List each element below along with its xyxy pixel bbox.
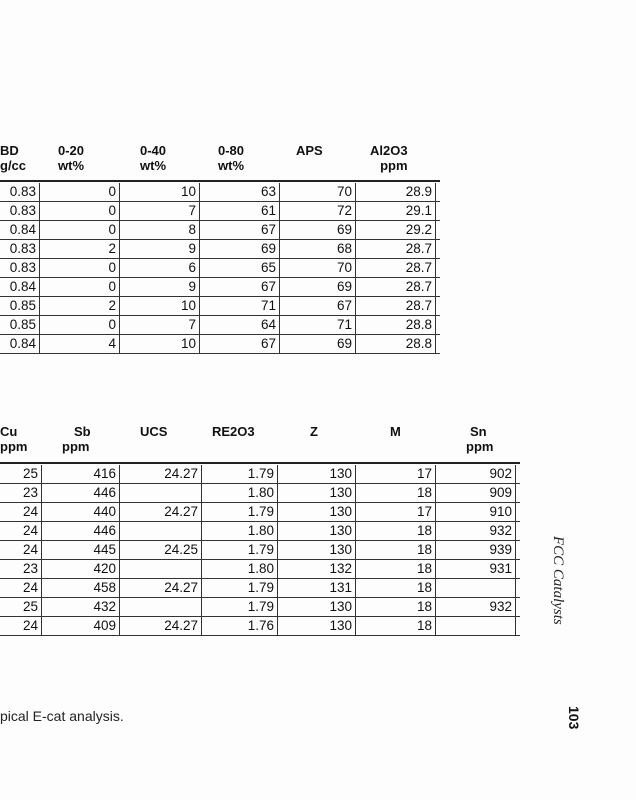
bottom-table-header bbox=[0, 424, 520, 460]
table-cell: 1.80 bbox=[202, 484, 278, 502]
header-z bbox=[310, 424, 318, 439]
table-row bbox=[0, 484, 520, 503]
header-line1: Sb bbox=[74, 424, 91, 439]
table-cell: 24 bbox=[0, 522, 42, 540]
header-0-20 bbox=[58, 143, 84, 173]
table-row bbox=[0, 335, 440, 354]
table-cell: 28.7 bbox=[356, 259, 436, 277]
table-cell: 0.84 bbox=[0, 221, 40, 239]
table-cell: 0 bbox=[40, 183, 120, 201]
table-cell: 24.27 bbox=[120, 579, 202, 597]
table-row bbox=[0, 316, 440, 335]
table-cell: 4 bbox=[40, 335, 120, 353]
table-cell: 18 bbox=[356, 617, 436, 635]
header-line2: ppm bbox=[466, 439, 494, 454]
table-row bbox=[0, 522, 520, 541]
top-table-header bbox=[0, 143, 440, 179]
table-cell: 0.85 bbox=[0, 297, 40, 315]
table-cell bbox=[120, 560, 202, 578]
header-line2: g/cc bbox=[0, 158, 27, 173]
table-cell: 0 bbox=[40, 202, 120, 220]
table-cell: 28.8 bbox=[356, 316, 436, 334]
table-cell: 67 bbox=[200, 221, 280, 239]
top-table-body bbox=[0, 183, 440, 354]
header-aps bbox=[296, 143, 323, 158]
table-cell bbox=[120, 598, 202, 616]
table-cell: 0 bbox=[40, 316, 120, 334]
header-line1: UCS bbox=[140, 424, 168, 439]
table-cell: 130 bbox=[278, 598, 356, 616]
header-cu bbox=[0, 424, 27, 454]
table-cell: 2 bbox=[40, 240, 120, 258]
table-cell: 132 bbox=[278, 560, 356, 578]
table-cell: 68 bbox=[280, 240, 356, 258]
table-cell: 24.27 bbox=[120, 503, 202, 521]
table-cell: 931 bbox=[436, 560, 516, 578]
header-line2: ppm bbox=[62, 439, 90, 454]
table-cell: 17 bbox=[356, 465, 436, 483]
table-cell: 28.9 bbox=[356, 183, 436, 201]
table-cell: 1.79 bbox=[202, 579, 278, 597]
table-row bbox=[0, 183, 440, 202]
header-line1: Cu bbox=[0, 424, 18, 439]
table-cell: 910 bbox=[436, 503, 516, 521]
table-cell: 0.85 bbox=[0, 316, 40, 334]
header-0-40 bbox=[140, 143, 166, 173]
table-cell: 70 bbox=[280, 259, 356, 277]
table-cell: 70 bbox=[280, 183, 356, 201]
table-cell: 61 bbox=[200, 202, 280, 220]
table-cell: 23 bbox=[0, 560, 42, 578]
table-cell: 10 bbox=[120, 183, 200, 201]
table-cell: 24 bbox=[0, 579, 42, 597]
table-cell: 7 bbox=[120, 202, 200, 220]
header-0-80 bbox=[218, 143, 244, 173]
table-row bbox=[0, 202, 440, 221]
table-cell: 29.1 bbox=[356, 202, 436, 220]
header-line2: wt% bbox=[58, 158, 84, 173]
table-cell: 28.7 bbox=[356, 297, 436, 315]
table-cell: 18 bbox=[356, 541, 436, 559]
table-cell: 7 bbox=[120, 316, 200, 334]
table-cell: 18 bbox=[356, 560, 436, 578]
table-cell: 24.27 bbox=[120, 465, 202, 483]
table-cell: 72 bbox=[280, 202, 356, 220]
header-line1: 0-80 bbox=[218, 143, 245, 158]
table-row bbox=[0, 560, 520, 579]
header-line2: wt% bbox=[140, 158, 166, 173]
table-cell: 69 bbox=[280, 221, 356, 239]
table-row bbox=[0, 598, 520, 617]
table-row bbox=[0, 465, 520, 484]
table-cell: 1.80 bbox=[202, 560, 278, 578]
table-cell: 1.76 bbox=[202, 617, 278, 635]
table-row bbox=[0, 278, 440, 297]
table-row bbox=[0, 297, 440, 316]
table-cell: 69 bbox=[280, 278, 356, 296]
table-cell: 446 bbox=[42, 484, 120, 502]
table-cell: 24 bbox=[0, 541, 42, 559]
table-cell: 0.83 bbox=[0, 183, 40, 201]
bottom-table-header-rule bbox=[0, 462, 520, 464]
table-cell: 130 bbox=[278, 484, 356, 502]
header-line1: BD bbox=[0, 143, 19, 158]
table-cell: 932 bbox=[436, 522, 516, 540]
table-cell: 18 bbox=[356, 484, 436, 502]
table-cell: 67 bbox=[200, 335, 280, 353]
table-cell: 0 bbox=[40, 278, 120, 296]
header-line2: wt% bbox=[218, 158, 244, 173]
header-line1: 0-40 bbox=[140, 143, 167, 158]
header-m bbox=[390, 424, 401, 439]
table-cell: 458 bbox=[42, 579, 120, 597]
table-cell: 1.79 bbox=[202, 541, 278, 559]
table-cell: 0.83 bbox=[0, 259, 40, 277]
table-cell: 71 bbox=[280, 316, 356, 334]
table-cell: 17 bbox=[356, 503, 436, 521]
table-cell: 10 bbox=[120, 335, 200, 353]
table-cell: 409 bbox=[42, 617, 120, 635]
running-head: FCC Catalysts bbox=[550, 536, 566, 625]
table-cell: 2 bbox=[40, 297, 120, 315]
table-cell: 130 bbox=[278, 617, 356, 635]
table-cell: 1.79 bbox=[202, 465, 278, 483]
table-cell: 130 bbox=[278, 465, 356, 483]
table-cell: 25 bbox=[0, 465, 42, 483]
table-cell: 909 bbox=[436, 484, 516, 502]
table-cell: 1.80 bbox=[202, 522, 278, 540]
header-line1: APS bbox=[296, 143, 323, 158]
table-cell: 24 bbox=[0, 503, 42, 521]
header-line1: Al2O3 bbox=[370, 143, 408, 158]
header-line1: M bbox=[390, 424, 401, 439]
header-line2: ppm bbox=[0, 439, 28, 454]
table-cell: 130 bbox=[278, 522, 356, 540]
table-cell: 420 bbox=[42, 560, 120, 578]
table-row bbox=[0, 240, 440, 259]
table-cell: 440 bbox=[42, 503, 120, 521]
table-cell: 69 bbox=[200, 240, 280, 258]
table-cell: 446 bbox=[42, 522, 120, 540]
table-cell bbox=[436, 579, 516, 597]
table-cell bbox=[120, 484, 202, 502]
table-cell: 65 bbox=[200, 259, 280, 277]
table-cell: 0.84 bbox=[0, 278, 40, 296]
table-cell: 432 bbox=[42, 598, 120, 616]
table-cell: 69 bbox=[280, 335, 356, 353]
table-cell: 0.84 bbox=[0, 335, 40, 353]
header-line1: 0-20 bbox=[58, 143, 85, 158]
table-cell: 6 bbox=[120, 259, 200, 277]
table-row bbox=[0, 617, 520, 636]
page-number: 103 bbox=[566, 706, 582, 730]
table-cell: 29.2 bbox=[356, 221, 436, 239]
table-cell: 1.79 bbox=[202, 598, 278, 616]
table-cell: 18 bbox=[356, 598, 436, 616]
table-caption: pical E-cat analysis. bbox=[0, 708, 124, 724]
table-cell: 416 bbox=[42, 465, 120, 483]
header-al2o3 bbox=[370, 143, 408, 173]
table-row bbox=[0, 259, 440, 278]
table-cell: 28.7 bbox=[356, 278, 436, 296]
table-cell: 24.27 bbox=[120, 617, 202, 635]
table-cell: 24.25 bbox=[120, 541, 202, 559]
header-ucs bbox=[140, 424, 167, 439]
table-row bbox=[0, 221, 440, 240]
table-cell: 0 bbox=[40, 221, 120, 239]
table-cell: 67 bbox=[200, 278, 280, 296]
table-cell: 130 bbox=[278, 541, 356, 559]
table-cell: 902 bbox=[436, 465, 516, 483]
table-cell: 63 bbox=[200, 183, 280, 201]
table-cell: 18 bbox=[356, 522, 436, 540]
table-row bbox=[0, 503, 520, 522]
table-cell: 28.7 bbox=[356, 240, 436, 258]
header-re2o3 bbox=[212, 424, 255, 439]
table-cell: 23 bbox=[0, 484, 42, 502]
header-sb bbox=[62, 424, 91, 454]
table-cell: 130 bbox=[278, 503, 356, 521]
table-cell: 67 bbox=[280, 297, 356, 315]
header-bd bbox=[0, 143, 26, 173]
header-sn bbox=[466, 424, 493, 454]
table-cell: 9 bbox=[120, 240, 200, 258]
table-cell: 932 bbox=[436, 598, 516, 616]
table-cell: 939 bbox=[436, 541, 516, 559]
table-row bbox=[0, 579, 520, 598]
table-cell: 131 bbox=[278, 579, 356, 597]
table-cell: 0 bbox=[40, 259, 120, 277]
table-cell: 24 bbox=[0, 617, 42, 635]
bottom-table-body bbox=[0, 465, 520, 636]
table-cell: 8 bbox=[120, 221, 200, 239]
table-cell: 71 bbox=[200, 297, 280, 315]
table-cell: 28.8 bbox=[356, 335, 436, 353]
table-cell: 18 bbox=[356, 579, 436, 597]
table-cell: 25 bbox=[0, 598, 42, 616]
top-table-header-rule bbox=[0, 180, 440, 182]
table-cell: 0.83 bbox=[0, 240, 40, 258]
header-line1: RE2O3 bbox=[212, 424, 255, 439]
table-row bbox=[0, 541, 520, 560]
table-cell bbox=[436, 617, 516, 635]
table-cell: 0.83 bbox=[0, 202, 40, 220]
table-cell: 64 bbox=[200, 316, 280, 334]
table-cell bbox=[120, 522, 202, 540]
table-cell: 10 bbox=[120, 297, 200, 315]
header-line1: Sn bbox=[470, 424, 487, 439]
header-line2: ppm bbox=[380, 158, 408, 173]
table-cell: 445 bbox=[42, 541, 120, 559]
table-cell: 9 bbox=[120, 278, 200, 296]
table-cell: 1.79 bbox=[202, 503, 278, 521]
header-line1: Z bbox=[310, 424, 318, 439]
